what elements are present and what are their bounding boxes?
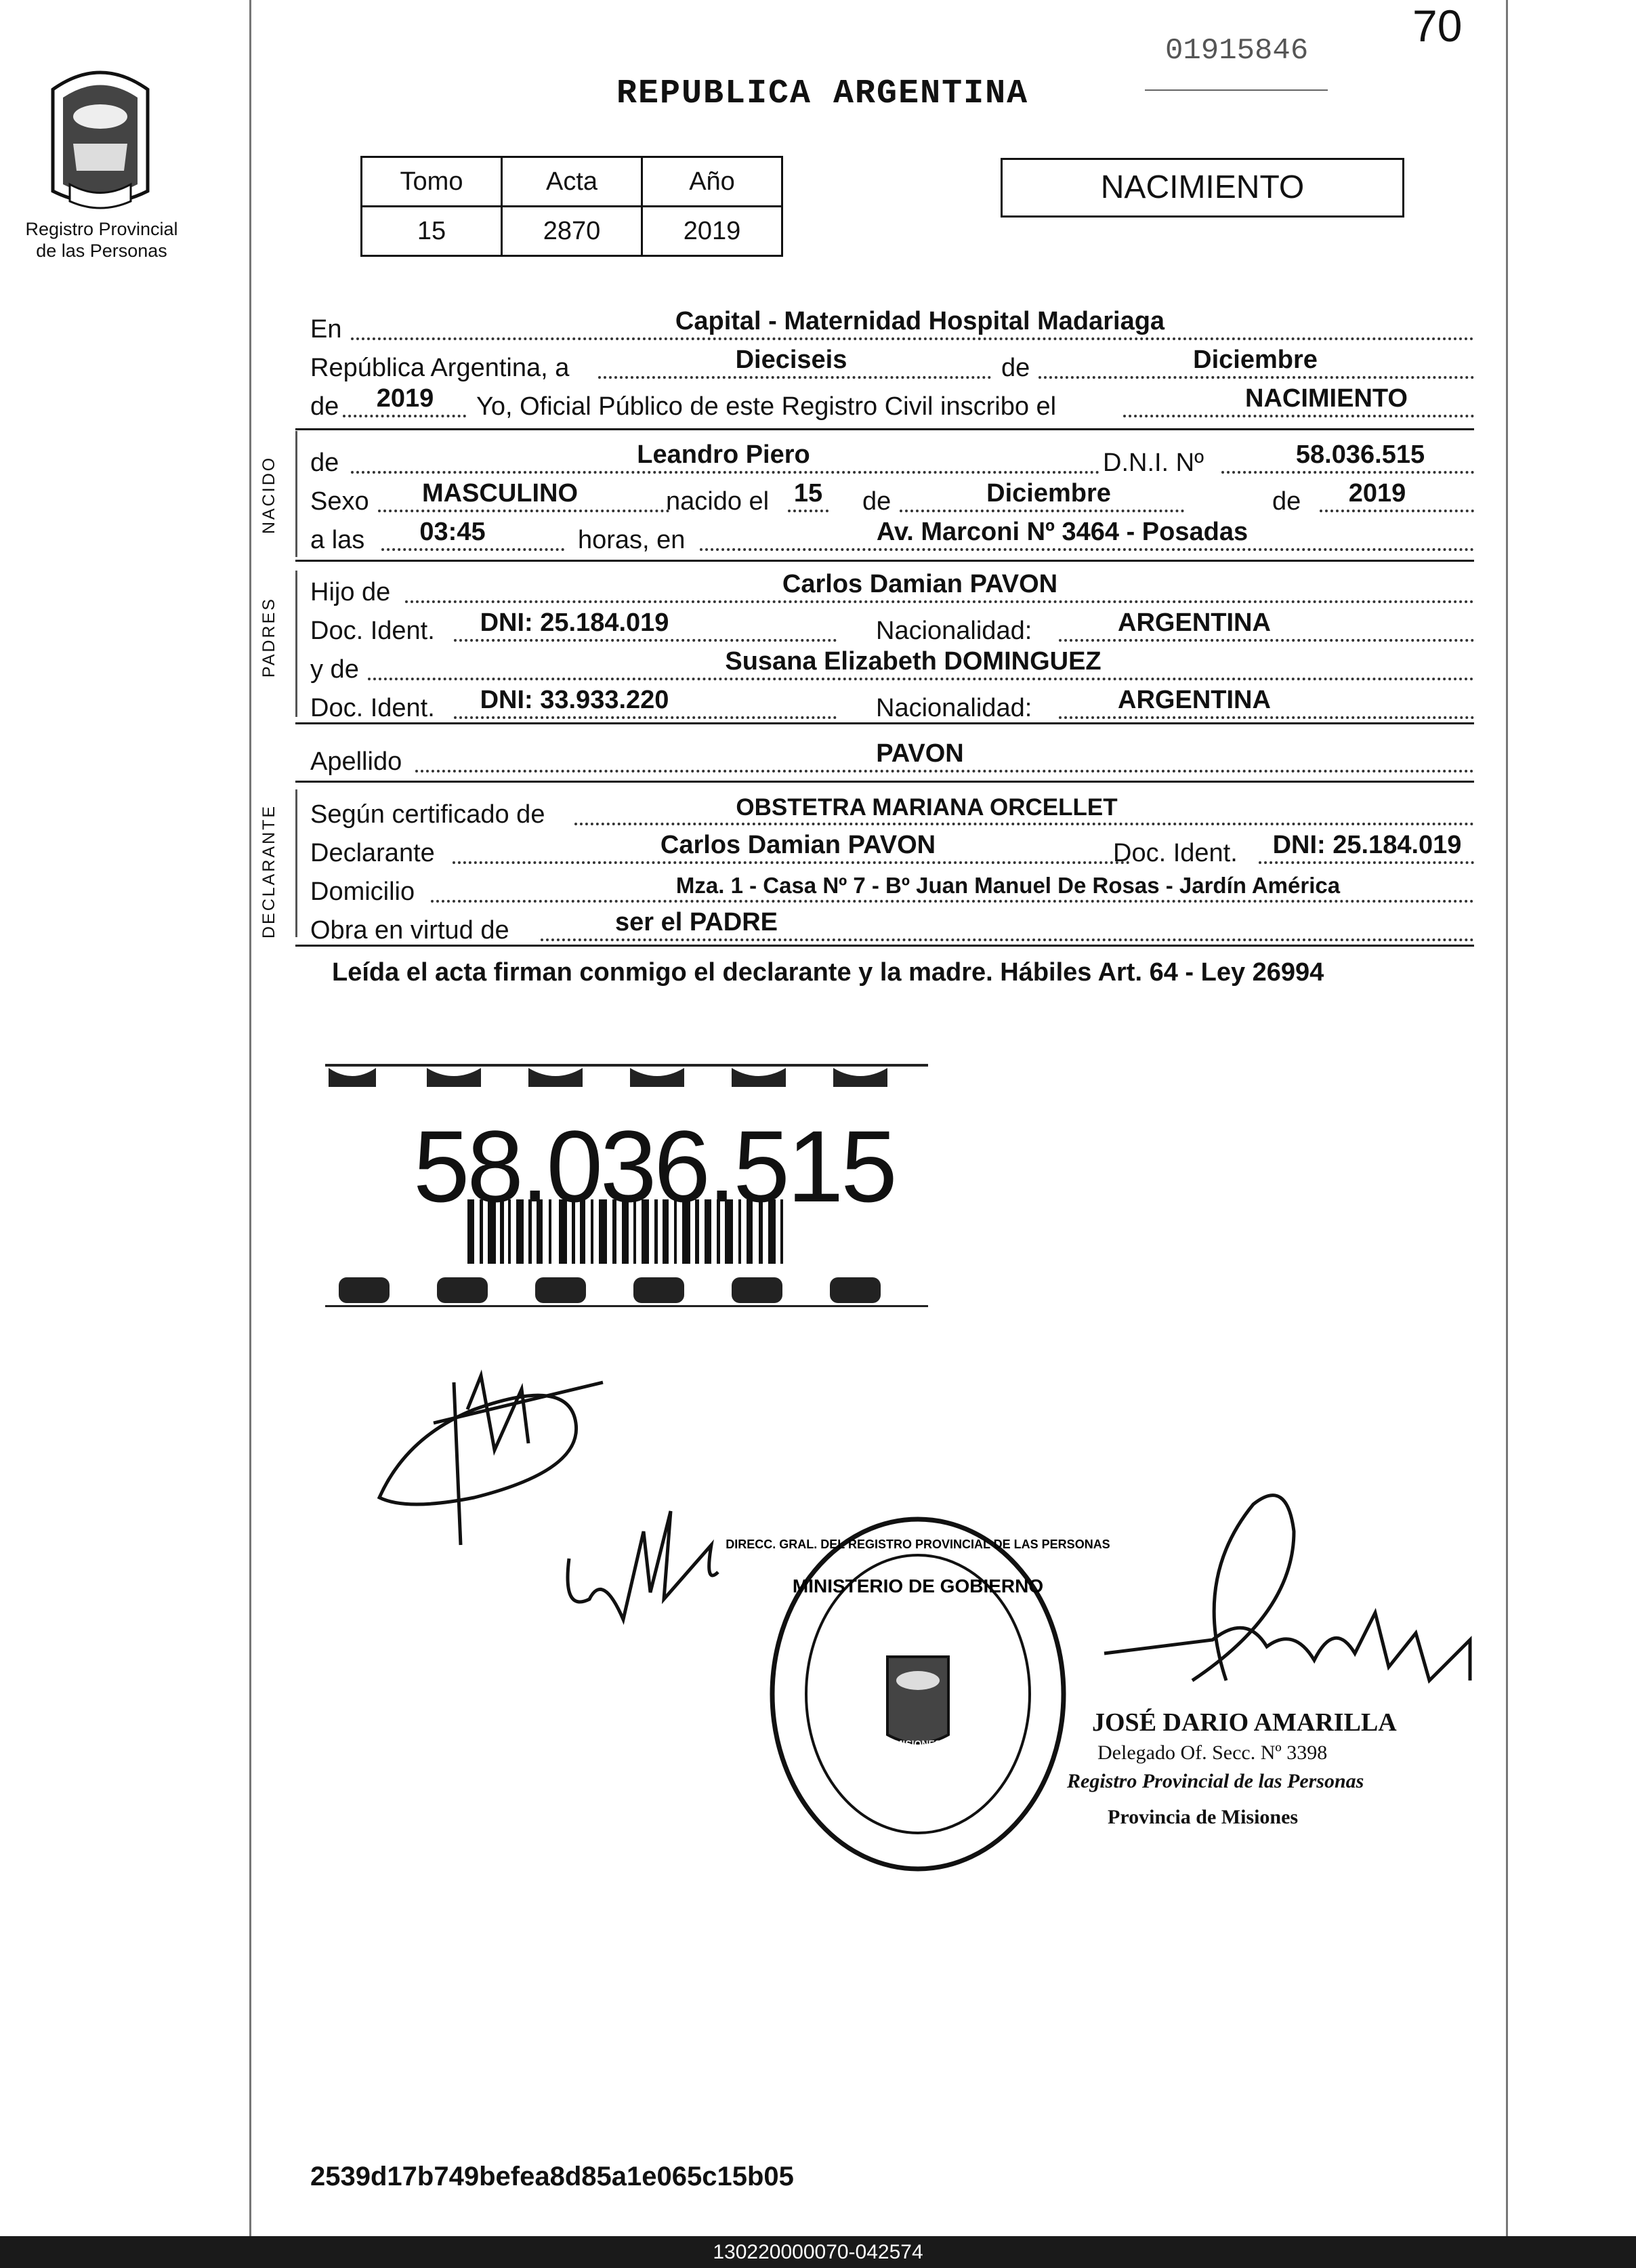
value-mes: Diciembre <box>1193 346 1318 374</box>
label-dni: D.N.I. Nº <box>1103 449 1204 477</box>
section-separator <box>295 722 1474 724</box>
page-number: 70 <box>1412 1 1463 51</box>
label-republica: República Argentina, a <box>310 354 570 382</box>
value-declarante: Carlos Damian PAVON <box>660 831 936 859</box>
dotted-line <box>900 510 1184 512</box>
row-lugar <box>310 304 1474 346</box>
logo-caption-line-1: Registro Provincial <box>25 219 178 239</box>
value-nac-dia: 15 <box>793 479 823 508</box>
margin-line-left <box>249 0 251 2236</box>
label-nacionalidad-padre: Nacionalidad: <box>876 617 1032 645</box>
dotted-line <box>1039 376 1474 379</box>
value-lugar: Capital - Maternidad Hospital Madariaga <box>675 307 1165 335</box>
side-label-declarante: DECLARANTE <box>259 804 278 939</box>
declarante-bracket <box>295 789 297 937</box>
label-en: En <box>310 315 342 344</box>
value-madre-doc: DNI: 33.933.220 <box>480 686 669 714</box>
label-obra: Obra en virtud de <box>310 916 509 945</box>
dotted-line <box>1320 510 1474 512</box>
dotted-line <box>1059 639 1474 642</box>
value-nac-mes: Diciembre <box>986 479 1111 508</box>
dotted-line <box>1221 471 1474 474</box>
dotted-line <box>541 939 1474 941</box>
label-y-de: y de <box>310 655 359 684</box>
security-pattern-top <box>325 1064 928 1087</box>
dotted-line <box>454 716 837 719</box>
dotted-line <box>1059 716 1474 719</box>
section-separator <box>295 560 1474 562</box>
table-header-acta: Acta <box>502 157 642 207</box>
official-name: JOSÉ DARIO AMARILLA <box>1092 1708 1397 1737</box>
row-certificado <box>310 789 1474 831</box>
row-domicilio <box>310 866 1474 908</box>
dotted-line <box>431 900 1474 903</box>
table-value-acta: 2870 <box>502 207 642 256</box>
logo-caption-line-2: de las Personas <box>36 241 167 261</box>
value-domicilio: Mza. 1 - Casa Nº 7 - Bº Juan Manuel De Rosas - Jardín América <box>675 873 1341 898</box>
label-apellido: Apellido <box>310 747 402 776</box>
official-role: Delegado Of. Secc. Nº 3398 <box>1097 1741 1328 1764</box>
tomo-acta-anio-table <box>360 156 783 257</box>
value-dni: 58.036.515 <box>1295 440 1425 469</box>
value-anio: 2019 <box>376 384 434 413</box>
value-nombre: Leandro Piero <box>637 440 810 469</box>
table-value-anio: 2019 <box>642 207 782 256</box>
document-hash: 2539d17b749befea8d85a1e065c15b05 <box>310 2162 794 2191</box>
footer-code: 130220000070-042574 <box>713 2241 923 2263</box>
label-hijo-de: Hijo de <box>310 578 391 606</box>
label-de-nombre: de <box>310 449 339 477</box>
value-obra: ser el PADRE <box>614 908 778 936</box>
padres-bracket <box>295 571 297 717</box>
value-madre-nac: ARGENTINA <box>1118 686 1271 714</box>
label-doc-ident-madre: Doc. Ident. <box>310 694 435 722</box>
row-padre-doc <box>310 605 1474 647</box>
official-office: Registro Provincial de las Personas <box>1067 1770 1364 1792</box>
row-sexo <box>310 476 1474 518</box>
table-header-anio: Año <box>642 157 782 207</box>
value-padre: Carlos Damian PAVON <box>782 570 1058 598</box>
margin-line-right <box>1506 0 1508 2236</box>
row-nombre <box>310 437 1474 479</box>
label-nacido-el: nacido el <box>666 487 770 516</box>
value-inscripcion: NACIMIENTO <box>1245 384 1408 413</box>
dotted-line <box>1259 861 1474 864</box>
row-obra <box>310 905 1474 947</box>
row-padre <box>310 566 1474 609</box>
serial-number: 01915846 <box>1165 34 1309 68</box>
row-fecha <box>310 342 1474 384</box>
label-decl-doc: Doc. Ident. <box>1113 839 1238 867</box>
table-value-tomo: 15 <box>362 207 502 256</box>
stamp-seal-text: MISIONES <box>894 1738 942 1749</box>
value-padre-nac: ARGENTINA <box>1118 609 1271 637</box>
value-nac-anio: 2019 <box>1348 479 1406 508</box>
dotted-line <box>415 770 1474 772</box>
stamp-inner-text: MINISTERIO DE GOBIERNO <box>792 1575 1044 1596</box>
value-padre-doc: DNI: 25.184.019 <box>480 609 669 637</box>
security-pattern-bottom <box>325 1277 928 1307</box>
dotted-line <box>574 823 1474 825</box>
value-madre: Susana Elizabeth DOMINGUEZ <box>725 647 1102 676</box>
dotted-line <box>1123 415 1474 417</box>
section-separator <box>295 945 1474 947</box>
label-de: de <box>1001 354 1030 382</box>
signature-declarante <box>366 1369 786 1653</box>
table-header-tomo: Tomo <box>362 157 502 207</box>
value-apellido: PAVON <box>876 739 964 768</box>
dotted-line <box>700 548 1474 551</box>
value-sexo: MASCULINO <box>421 479 579 508</box>
footer-code-bar <box>0 2236 1636 2268</box>
dotted-line <box>368 678 1474 680</box>
document-title: REPUBLICA ARGENTINA <box>616 75 1029 113</box>
label-de-anio: de <box>310 392 339 421</box>
serial-underline <box>1145 89 1328 91</box>
logo-caption <box>20 218 183 262</box>
dotted-line <box>381 548 564 551</box>
value-hora: 03:45 <box>419 518 486 546</box>
label-sexo: Sexo <box>310 487 369 516</box>
provincia-misiones-logo <box>46 62 154 211</box>
barcode-number: 58.036.515 <box>413 1109 895 1223</box>
registro-seal-stamp <box>726 1511 1110 1877</box>
label-nacionalidad-madre: Nacionalidad: <box>876 694 1032 722</box>
row-inscripcion <box>310 381 1474 423</box>
footnote-text: Leída el acta firman conmigo el declarante y la madre. Hábiles Art. 64 - Ley 26994 <box>332 958 1324 987</box>
value-decl-doc: DNI: 25.184.019 <box>1272 831 1462 859</box>
label-domicilio: Domicilio <box>310 878 415 906</box>
value-dia: Dieciseis <box>735 346 847 374</box>
row-apellido <box>310 736 1474 778</box>
section-separator <box>295 428 1474 430</box>
label-a-las: a las <box>310 526 365 554</box>
doc-type-box: NACIMIENTO <box>1001 158 1404 218</box>
label-declarante: Declarante <box>310 839 435 867</box>
label-de-anio-nac: de <box>1272 487 1301 516</box>
official-province: Provincia de Misiones <box>1108 1806 1299 1828</box>
label-doc-ident-padre: Doc. Ident. <box>310 617 435 645</box>
row-declarante <box>310 827 1474 869</box>
value-direccion-nac: Av. Marconi Nº 3464 - Posadas <box>876 518 1249 546</box>
label-certificado: Según certificado de <box>310 800 545 829</box>
dotted-line <box>343 415 466 417</box>
label-yo-oficial: Yo, Oficial Público de este Registro Civil inscribo el <box>476 392 1057 421</box>
row-hora <box>310 514 1474 556</box>
side-label-nacido: NACIDO <box>259 455 278 534</box>
dotted-line <box>788 510 829 512</box>
value-certificado: OBSTETRA MARIANA ORCELLET <box>736 794 1118 821</box>
section-separator <box>295 781 1474 783</box>
dotted-line <box>351 337 1474 340</box>
dotted-line <box>378 510 669 512</box>
row-madre-doc <box>310 682 1474 724</box>
row-madre <box>310 644 1474 686</box>
dotted-line <box>454 639 837 642</box>
label-de-mes: de <box>862 487 892 516</box>
dotted-line <box>405 600 1474 603</box>
stamp-ring-text: DIRECC. GRAL. DEL REGISTRO PROVINCIAL DE LAS PERSONAS <box>726 1538 1110 1551</box>
label-horas-en: horas, en <box>578 526 686 554</box>
dotted-line <box>351 471 1099 474</box>
side-label-padres: PADRES <box>259 597 278 678</box>
dotted-line <box>598 376 991 379</box>
nacido-bracket <box>295 431 297 557</box>
dotted-line <box>453 861 1130 864</box>
